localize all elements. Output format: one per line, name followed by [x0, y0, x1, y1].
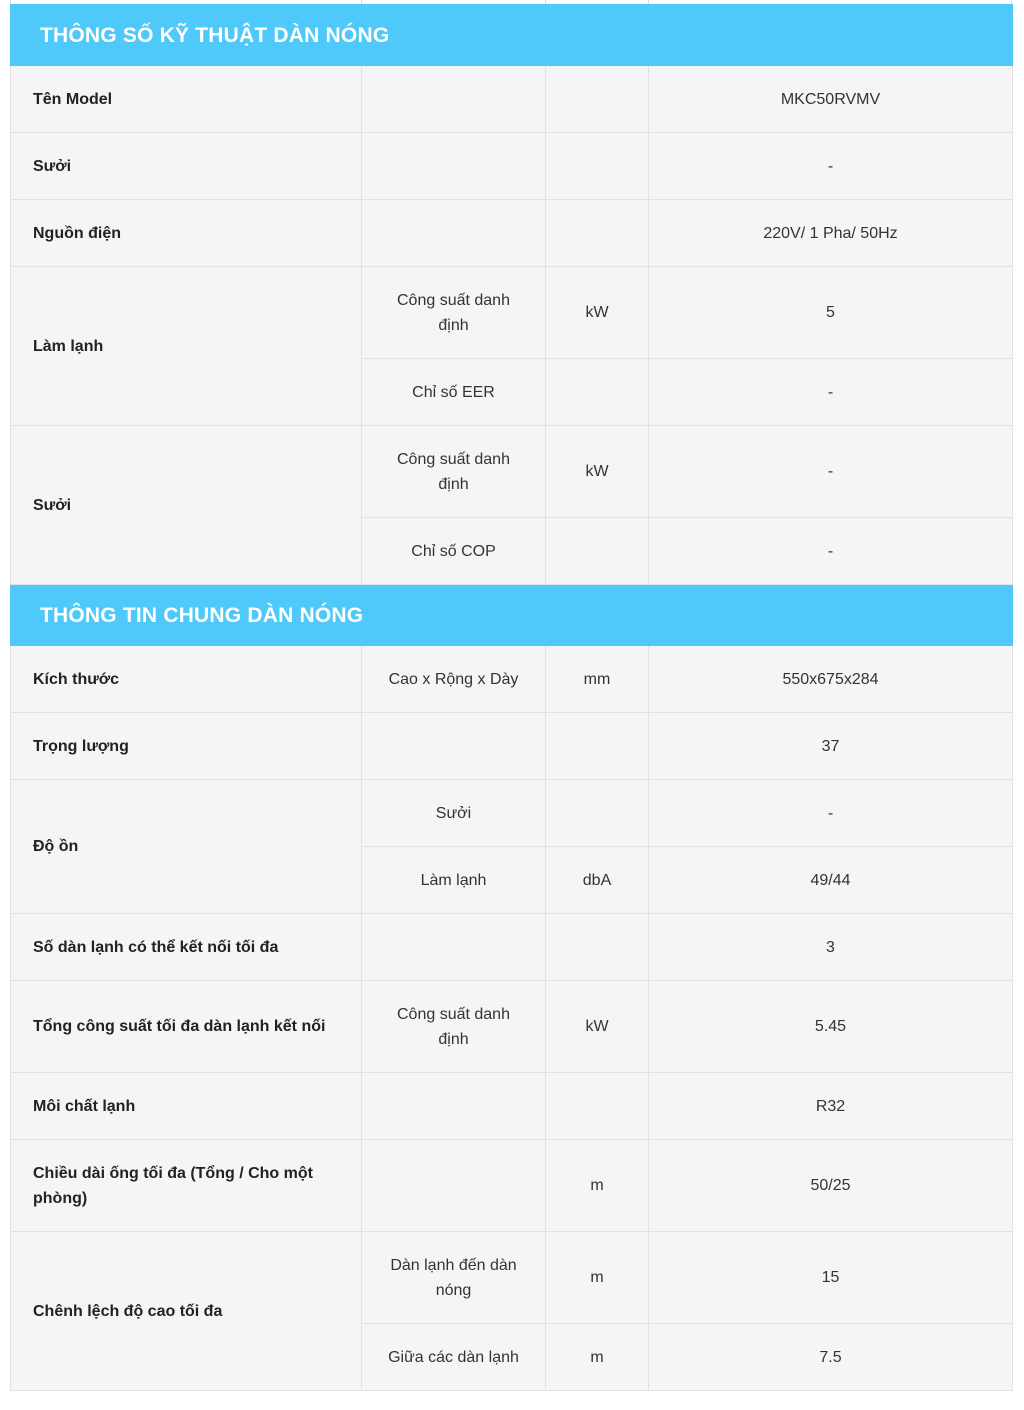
- row-unit: mm: [546, 646, 649, 713]
- row-value: 49/44: [649, 847, 1013, 914]
- row-label: Độ ồn: [11, 780, 362, 914]
- row-sub-label: [362, 66, 546, 133]
- row-value: -: [649, 133, 1013, 200]
- row-sub-label: [362, 200, 546, 267]
- row-unit: kW: [546, 426, 649, 518]
- row-unit: kW: [546, 267, 649, 359]
- spec-table: [10, 4, 1013, 1391]
- row-sub-label: Công suất danh định: [362, 426, 546, 518]
- row-label: Trọng lượng: [11, 713, 362, 780]
- row-sub-label: Chỉ số EER: [362, 359, 546, 426]
- row-value: 7.5: [649, 1324, 1013, 1391]
- row-unit: [546, 359, 649, 426]
- table-row: [11, 1140, 1013, 1232]
- row-unit: [546, 780, 649, 847]
- row-value: 15: [649, 1232, 1013, 1324]
- table-row: [11, 200, 1013, 267]
- row-value: 50/25: [649, 1140, 1013, 1232]
- row-label: Tên Model: [11, 66, 362, 133]
- table-row: [11, 426, 1013, 518]
- row-sub-label: [362, 713, 546, 780]
- table-row: [11, 914, 1013, 981]
- row-value: -: [649, 426, 1013, 518]
- row-sub-label: [362, 133, 546, 200]
- table-row: [11, 646, 1013, 713]
- row-unit: [546, 518, 649, 585]
- row-unit: [546, 200, 649, 267]
- spec-page: [10, 0, 1012, 1391]
- row-value: 37: [649, 713, 1013, 780]
- row-label: Tổng công suất tối đa dàn lạnh kết nối: [11, 981, 362, 1073]
- table-row: [11, 780, 1013, 847]
- table-row: [11, 66, 1013, 133]
- row-unit: [546, 914, 649, 981]
- row-value: -: [649, 359, 1013, 426]
- row-label: Sưởi: [11, 133, 362, 200]
- table-row: [11, 133, 1013, 200]
- row-label: Môi chất lạnh: [11, 1073, 362, 1140]
- row-value: -: [649, 780, 1013, 847]
- row-sub-label: Dàn lạnh đến dàn nóng: [362, 1232, 546, 1324]
- previous-table-edge: [10, 0, 1012, 4]
- row-unit: kW: [546, 981, 649, 1073]
- row-value: 550x675x284: [649, 646, 1013, 713]
- section-title: THÔNG SỐ KỸ THUẬT DÀN NÓNG: [11, 5, 1013, 66]
- row-sub-label: Công suất danh định: [362, 267, 546, 359]
- row-unit: dbA: [546, 847, 649, 914]
- row-sub-label: Giữa các dàn lạnh: [362, 1324, 546, 1391]
- row-sub-label: Công suất danh định: [362, 981, 546, 1073]
- row-unit: [546, 66, 649, 133]
- row-value: 3: [649, 914, 1013, 981]
- row-sub-label: [362, 1140, 546, 1232]
- row-value: R32: [649, 1073, 1013, 1140]
- table-row: [11, 981, 1013, 1073]
- row-label: Số dàn lạnh có thể kết nối tối đa: [11, 914, 362, 981]
- section-title: THÔNG TIN CHUNG DÀN NÓNG: [11, 585, 1013, 646]
- row-sub-label: [362, 914, 546, 981]
- table-row: [11, 267, 1013, 359]
- row-value: 220V/ 1 Pha/ 50Hz: [649, 200, 1013, 267]
- section-header-specs: [11, 5, 1013, 66]
- row-sub-label: Làm lạnh: [362, 847, 546, 914]
- table-row: [11, 1232, 1013, 1324]
- row-unit: m: [546, 1232, 649, 1324]
- table-row: [11, 713, 1013, 780]
- table-row: [11, 1073, 1013, 1140]
- row-label: Chênh lệch độ cao tối đa: [11, 1232, 362, 1391]
- row-label: Sưởi: [11, 426, 362, 585]
- row-unit: [546, 133, 649, 200]
- row-sub-label: Sưởi: [362, 780, 546, 847]
- row-sub-label: Chỉ số COP: [362, 518, 546, 585]
- row-value: 5.45: [649, 981, 1013, 1073]
- row-label: Chiều dài ống tối đa (Tổng / Cho một phòng): [11, 1140, 362, 1232]
- row-label: Làm lạnh: [11, 267, 362, 426]
- row-sub-label: Cao x Rộng x Dày: [362, 646, 546, 713]
- row-unit: [546, 1073, 649, 1140]
- row-value: 5: [649, 267, 1013, 359]
- row-label: Kích thước: [11, 646, 362, 713]
- row-value: -: [649, 518, 1013, 585]
- section-header-general: [11, 585, 1013, 646]
- row-unit: [546, 713, 649, 780]
- row-label: Nguồn điện: [11, 200, 362, 267]
- row-unit: m: [546, 1140, 649, 1232]
- row-unit: m: [546, 1324, 649, 1391]
- row-sub-label: [362, 1073, 546, 1140]
- row-value: MKC50RVMV: [649, 66, 1013, 133]
